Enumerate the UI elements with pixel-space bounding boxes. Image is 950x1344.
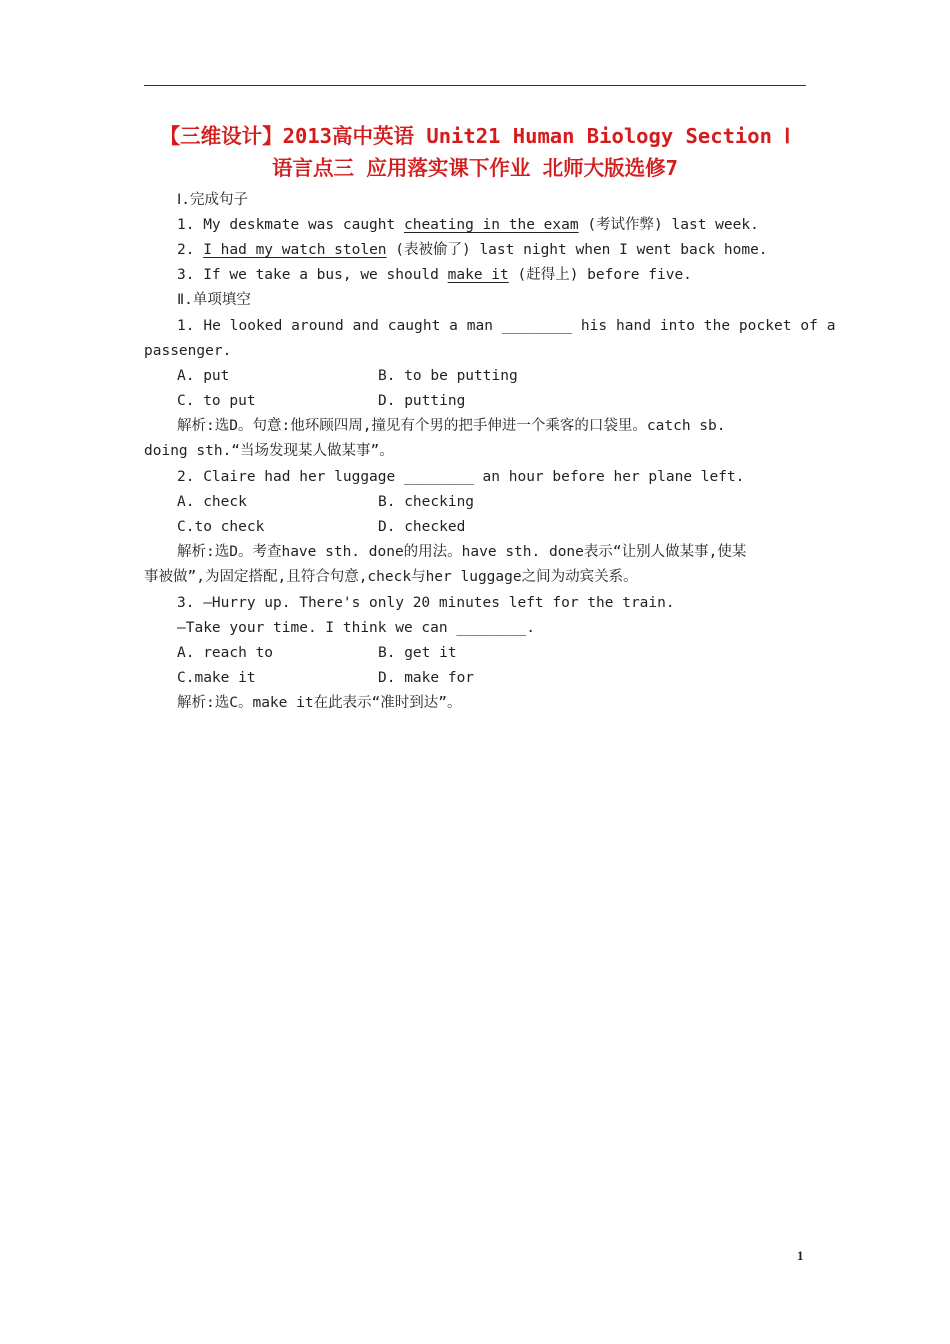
p2-q3-stem-2: —Take your time. I think we can ________. xyxy=(177,620,535,636)
p2-q2-explanation-1: 解析:选D。考查have sth. done的用法。have sth. done表示“让别人做某事,使某 xyxy=(177,544,747,560)
p2-q3-explanation: 解析:选C。make it在此表示“准时到达”。 xyxy=(177,695,462,711)
p2-q2-option-b: B. checking xyxy=(378,494,475,510)
q3-prefix: 3. If we take a bus, we should xyxy=(177,267,448,283)
p2-q2-option-c: C.to check xyxy=(177,519,265,535)
title-line-2: 语言点三 应用落实课下作业 北师大版选修7 xyxy=(271,156,679,180)
q3-suffix: (赶得上) before five. xyxy=(517,267,692,283)
p2-q2-option-a: A. check xyxy=(177,494,247,510)
q1-answer: cheating in the exam xyxy=(403,217,579,233)
page-number: 1 xyxy=(797,1248,804,1263)
q1-prefix: 1. My deskmate was caught xyxy=(177,217,404,233)
p2-q3-option-b: B. get it xyxy=(378,645,457,661)
part1-q3 xyxy=(177,264,839,286)
p2-q1-option-b: B. to be putting xyxy=(378,368,518,384)
p2-q1-option-c: C. to put xyxy=(177,393,256,409)
p2-q3-stem-1: 3. —Hurry up. There's only 20 minutes left for the train. xyxy=(177,595,675,611)
p2-q2-option-d: D. checked xyxy=(378,519,466,535)
document-title xyxy=(144,120,806,184)
q3-answer: make it xyxy=(447,267,509,283)
p2-q1-stem-1: 1. He looked around and caught a man ________ his hand into the pocket of a xyxy=(177,318,836,334)
q1-suffix: (考试作弊) last week. xyxy=(587,217,759,233)
p2-q3-option-d: D. make for xyxy=(378,670,475,686)
p2-q1-stem-2: passenger. xyxy=(144,343,232,359)
part2-heading: Ⅱ.单项填空 xyxy=(177,292,251,308)
q2-suffix: (表被偷了) last night when I went back home. xyxy=(395,242,768,258)
title-line-1: 【三维设计】2013高中英语 Unit21 Human Biology Section Ⅰ xyxy=(159,124,791,148)
part1-heading: Ⅰ.完成句子 xyxy=(177,192,249,208)
p2-q1-option-d: D. putting xyxy=(378,393,466,409)
header-rule xyxy=(144,85,806,86)
p2-q2-explanation-2: 事被做”,为固定搭配,且符合句意,check与her luggage之间为动宾关系。 xyxy=(144,569,638,585)
part1-q2 xyxy=(177,239,839,261)
q2-prefix: 2. xyxy=(177,242,204,258)
p2-q2-stem: 2. Claire had her luggage ________ an hour before her plane left. xyxy=(177,469,745,485)
p2-q1-explanation-1: 解析:选D。句意:他环顾四周,撞见有个男的把手伸进一个乘客的口袋里。catch sb. xyxy=(177,418,726,434)
p2-q1-option-a: A. put xyxy=(177,368,230,384)
part1-q1 xyxy=(177,214,839,236)
q2-answer: I had my watch stolen xyxy=(203,242,387,258)
p2-q3-option-a: A. reach to xyxy=(177,645,274,661)
p2-q1-explanation-2: doing sth.“当场发现某人做某事”。 xyxy=(144,443,394,459)
p2-q3-option-c: C.make it xyxy=(177,670,256,686)
